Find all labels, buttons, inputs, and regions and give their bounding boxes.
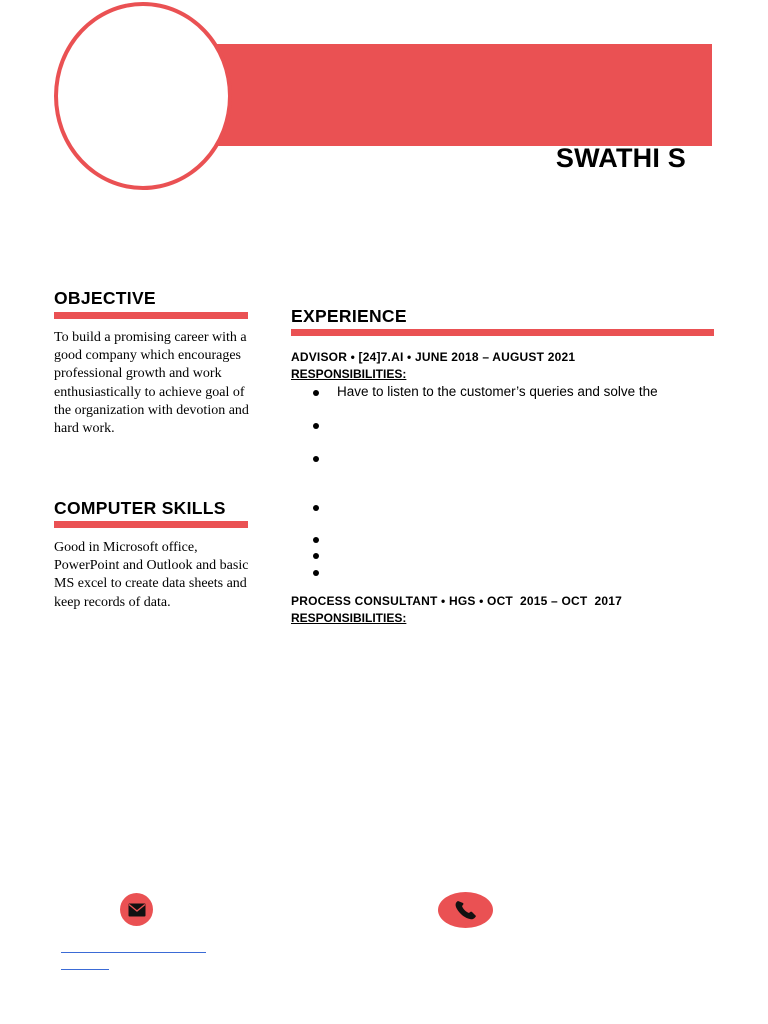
job-title-line: PROCESS CONSULTANT • HGS • OCT 2015 – OCT 2017 xyxy=(291,594,622,608)
bullet-dot xyxy=(313,553,319,559)
bullet-text: Have to listen to the customer’s queries and solve the xyxy=(337,384,658,399)
bullet-dot xyxy=(313,456,319,462)
skills-heading: COMPUTER SKILLS xyxy=(54,498,226,518)
responsibilities-label: RESPONSIBILITIES: xyxy=(291,367,407,381)
bullet-dot xyxy=(313,423,319,429)
email-icon-badge[interactable] xyxy=(120,893,153,926)
candidate-name: SWATHI S xyxy=(555,143,686,173)
bullet-dot xyxy=(313,537,319,543)
objective-text: To build a promising career with a good company which encourages professional growth and work enthusiastically to achieve goal of the organization with devotion and hard work. xyxy=(54,330,249,437)
bullet-dot xyxy=(313,570,319,576)
bullet-dot xyxy=(313,505,319,511)
bullet-dot xyxy=(313,390,319,396)
email-link-underline[interactable] xyxy=(61,969,109,970)
phone-icon xyxy=(453,899,479,921)
profile-photo-circle xyxy=(54,2,232,190)
header-banner xyxy=(200,44,712,146)
experience-heading: EXPERIENCE xyxy=(291,306,407,326)
objective-rule xyxy=(54,312,248,319)
experience-rule xyxy=(291,329,714,336)
envelope-icon xyxy=(128,903,146,917)
email-link-underline[interactable] xyxy=(61,952,206,953)
job-title-line: ADVISOR • [24]7.AI • JUNE 2018 – AUGUST 2021 xyxy=(291,350,576,364)
skills-rule xyxy=(54,521,248,528)
objective-heading: OBJECTIVE xyxy=(54,288,156,308)
skills-text: Good in Microsoft office, PowerPoint and Outlook and basic MS excel to create data sheets and keep records of data. xyxy=(54,540,249,610)
responsibilities-label: RESPONSIBILITIES: xyxy=(291,611,407,625)
phone-icon-badge[interactable] xyxy=(438,892,493,928)
